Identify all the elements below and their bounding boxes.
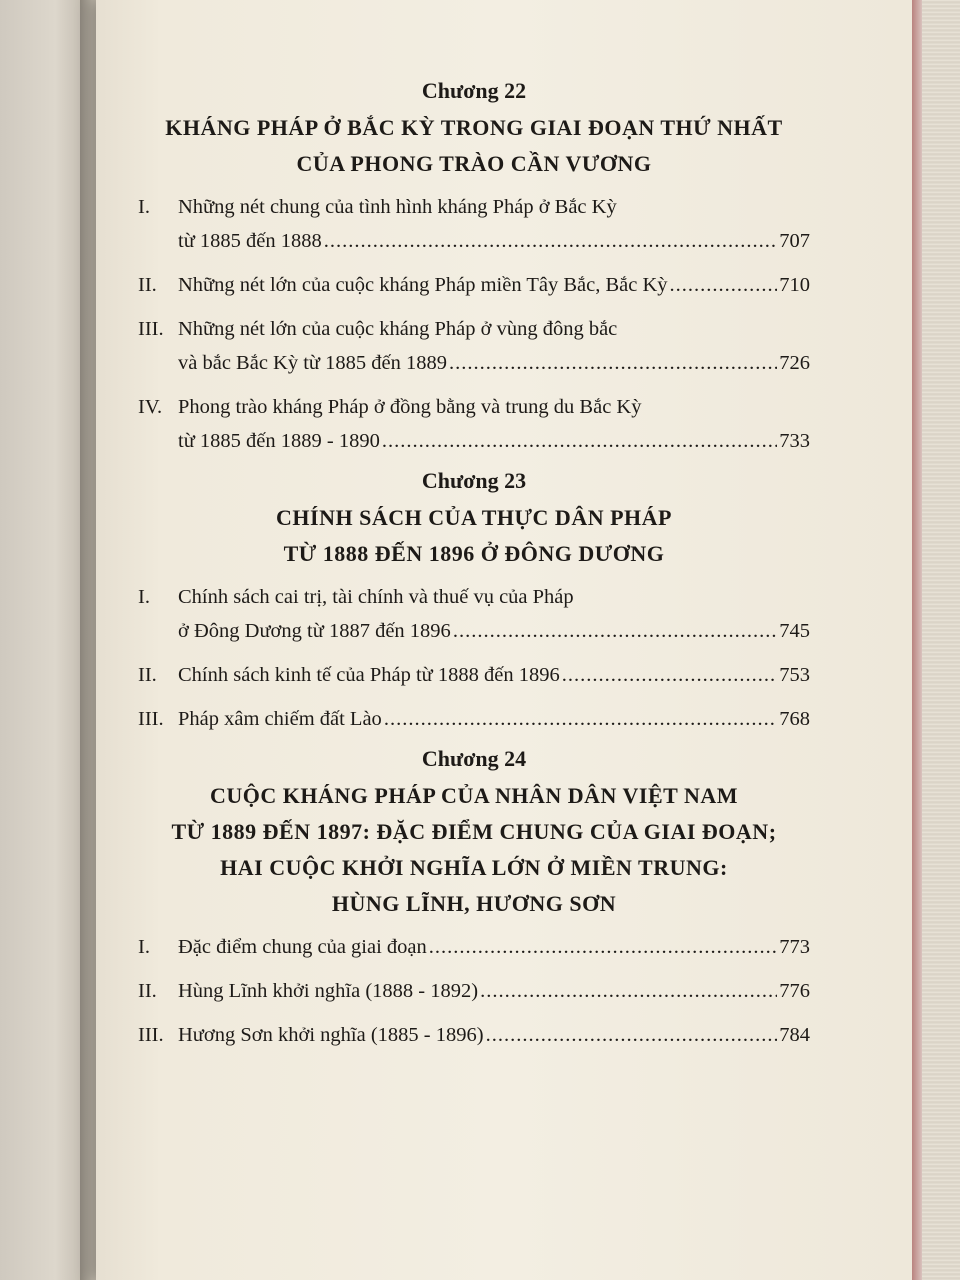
entry-text-line: Những nét lớn của cuộc kháng Pháp ở vùng đông bắc [178,318,618,340]
chapter-title [138,110,810,182]
toc-entry[interactable] [138,702,810,736]
entry-text-line: và bắc Bắc Kỳ từ 1885 đến 1889 [178,352,448,374]
entry-text-line: Hùng Lĩnh khởi nghĩa (1888 - 1892) [178,980,479,1002]
chapter-title-line: KHÁNG PHÁP Ở BẮC KỲ TRONG GIAI ĐOẠN THỨ NHẤT [165,115,783,140]
toc-entry[interactable] [138,390,810,458]
dot-leader [670,268,778,302]
page-number: 784 [779,1024,810,1046]
page-number: 745 [779,620,810,642]
page-number: 753 [779,664,810,686]
page-number: 710 [779,274,810,296]
chapter-title-line: HÙNG LĨNH, HƯƠNG SƠN [331,891,617,916]
toc-entry[interactable] [138,580,810,648]
entry-text-line: Phong trào kháng Pháp ở đồng bằng và trung du Bắc Kỳ [178,396,642,418]
chapter-title-line: TỪ 1889 ĐẾN 1897: ĐẶC ĐIỂM CHUNG CỦA GIAI ĐOẠN; [171,819,777,844]
cover-edge [912,0,922,1280]
dot-leader [480,974,777,1008]
chapter-23 [138,468,810,736]
entry-number: II. [138,980,157,1002]
entry-text-line: Hương Sơn khởi nghĩa (1885 - 1896) [178,1024,484,1046]
entry-number: II. [138,274,157,296]
entry-number: III. [138,318,164,340]
entry-text-line: Chính sách cai trị, tài chính và thuế vụ của Pháp [178,586,574,608]
dot-leader [382,424,777,458]
table-of-contents [138,78,810,1062]
entry-number: III. [138,708,164,730]
toc-entry[interactable] [138,268,810,302]
entry-text-line: từ 1885 đến 1888 [178,230,322,252]
dot-leader [449,346,777,380]
toc-entry[interactable] [138,930,810,964]
chapter-number: Chương 22 [421,78,527,103]
toc-entry[interactable] [138,190,810,258]
chapter-title-line: CỦA PHONG TRÀO CẦN VƯƠNG [296,151,652,176]
toc-entry[interactable] [138,1018,810,1052]
entry-text-line: Đặc điểm chung của giai đoạn [178,936,427,958]
chapter-title-line: HAI CUỘC KHỞI NGHĨA LỚN Ở MIỀN TRUNG: [220,855,728,880]
entry-text-line: Những nét chung của tình hình kháng Pháp ở Bắc Kỳ [178,196,617,218]
entry-text-line: Chính sách kinh tế của Pháp từ 1888 đến 1896 [178,664,560,686]
dot-leader [562,658,777,692]
entry-text-line: Pháp xâm chiếm đất Lào [178,708,382,730]
page-number: 773 [779,936,810,958]
chapter-title-line: CUỘC KHÁNG PHÁP CỦA NHÂN DÂN VIỆT NAM [210,783,738,808]
entry-text-line: từ 1885 đến 1889 - 1890 [178,430,380,452]
chapter-number: Chương 24 [421,746,527,771]
page-number: 768 [779,708,810,730]
toc-entry[interactable] [138,974,810,1008]
entry-number: IV. [138,396,163,418]
chapter-title [138,778,810,922]
entry-number: I. [138,196,150,218]
page-number: 733 [779,430,810,452]
dot-leader [384,702,777,736]
page-number: 776 [779,980,810,1002]
entry-number: I. [138,586,150,608]
dot-leader [429,930,777,964]
chapter-22 [138,78,810,458]
page-number: 726 [779,352,810,374]
chapter-24 [138,746,810,1052]
chapter-number: Chương 23 [421,468,527,493]
entry-number: III. [138,1024,164,1046]
page-number: 707 [779,230,810,252]
dot-leader [453,614,777,648]
toc-entry[interactable] [138,312,810,380]
dot-leader [324,224,777,258]
dot-leader [486,1018,778,1052]
chapter-title [138,500,810,572]
left-page [0,0,92,1280]
entry-text-line: Những nét lớn của cuộc kháng Pháp miền Tây Bắc, Bắc Kỳ [178,274,668,296]
toc-entry[interactable] [138,658,810,692]
entry-number: I. [138,936,150,958]
chapter-title-line: CHÍNH SÁCH CỦA THỰC DÂN PHÁP [276,505,672,530]
entry-text-line: ở Đông Dương từ 1887 đến 1896 [178,620,451,642]
page-edges [912,0,960,1280]
entry-number: II. [138,664,157,686]
chapter-title-line: TỪ 1888 ĐẾN 1896 Ở ĐÔNG DƯƠNG [283,541,665,566]
